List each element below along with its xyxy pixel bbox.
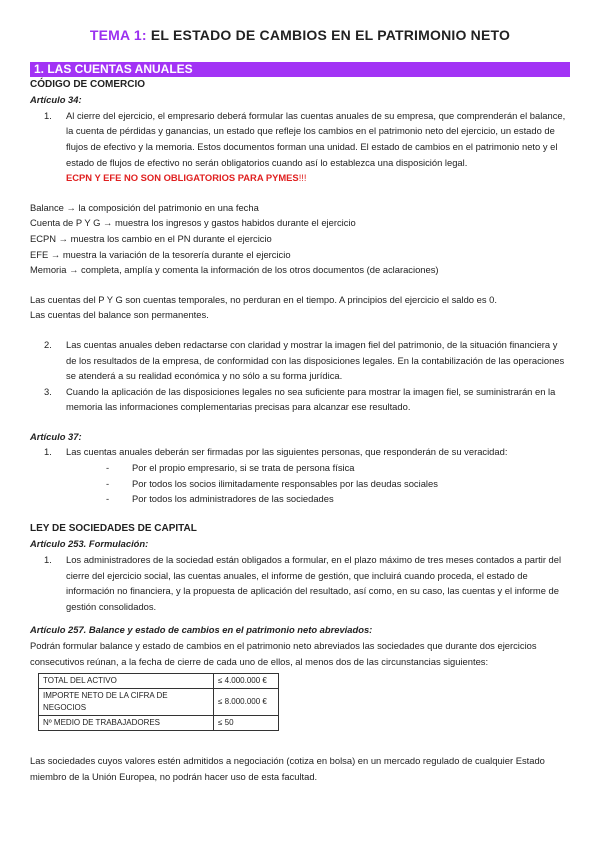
table-row [39, 689, 279, 716]
list-text: Los administradores de la sociedad están obligados a formular, en el plazo máximo de tres meses contados a partir del cierre del ejercicio social, las cuentas anuales, el informe de gestión, que incluirá cuando proceda, el estado de información no financiera, y la propuesta de aplicación del resultado, así como, en su caso, las cuentas y el informe de gestión consolidados. [66, 554, 562, 612]
doc-line: Memoria → completa, amplía y comenta la información de los otros documentos (de aclaraciones) [30, 264, 439, 276]
tema-title: EL ESTADO DE CAMBIOS EN EL PATRIMONIO NETO [150, 27, 511, 43]
lsc-heading: LEY DE SOCIEDADES DE CAPITAL [30, 522, 197, 534]
dash-text: Por todos los administradores de las sociedades [132, 493, 334, 505]
table-row [39, 674, 279, 689]
list-text: Al cierre del ejercicio, el empresario deberá formular las cuentas anuales de su empresa, que comprenderán el balance, la cuenta de pérdidas y ganancias, un estado que refleje los cambios en el patrimonio neto del ejercicio, un estado de flujos de efectivo y la memoria. Estos documentos forman una unidad. El estado de cambios en el patrimonio neto y el estado de flujos de efectivo no serán obligatorios cuando así lo establezca una disposición legal. [66, 109, 566, 168]
list-number: 3. [44, 385, 52, 397]
dash-item: - Por el propio empresario, si se trata de persona física [30, 460, 570, 476]
list-number: 2. [44, 338, 52, 350]
pymes-warning [66, 170, 570, 186]
table-cell-value: ≤ 4.000.000 € [214, 674, 279, 689]
list-number: 1. [44, 109, 52, 121]
art34-heading: Artículo 34: [30, 94, 82, 106]
table-row [39, 716, 279, 731]
art37-item-1 [30, 444, 570, 460]
temporal-line: Las cuentas del P Y G son cuentas temporales, no perduran en el tiempo. A principios del ejercicio el saldo es 0. [30, 293, 497, 305]
art257-heading: Artículo 257. Balance y estado de cambios en el patrimonio neto abreviados: [30, 624, 373, 636]
criteria-table [38, 673, 279, 731]
art253-item-1 [30, 552, 570, 614]
closing-paragraph: Las sociedades cuyos valores estén admitidos a negociación (cotiza en bolsa) en un mercado regulado de cualquier Estado miembro de la Unión Europea, no podrán hacer uso de esta facultad. [30, 755, 545, 782]
art34-item-2 [30, 337, 570, 384]
table-cell-label: IMPORTE NETO DE LA CIFRA DE NEGOCIOS [39, 689, 214, 716]
warning-text: ECPN Y EFE NO SON OBLIGATORIOS PARA PYMES [66, 172, 299, 184]
section-heading: 1. LAS CUENTAS ANUALES [30, 62, 570, 77]
art257-text: Podrán formular balance y estado de cambios en el patrimonio neto abreviados las sociedades que durante dos ejercicios consecutivos reúnan, a la fecha de cierre de cada uno de ellos, al menos dos de las circunstancias siguientes: [30, 640, 537, 667]
list-number: 1. [44, 554, 52, 566]
art253-heading: Artículo 253. Formulación: [30, 538, 149, 550]
table-cell-label: TOTAL DEL ACTIVO [39, 674, 214, 689]
page-title [30, 0, 570, 44]
codigo-heading: CÓDIGO DE COMERCIO [30, 78, 146, 90]
art34-item-3 [30, 384, 570, 415]
table-cell-label: Nº MEDIO DE TRABAJADORES [39, 716, 214, 731]
list-text: Cuando la aplicación de las disposiciones legales no sea suficiente para mostrar la imagen fiel, se suministrarán en la memoria las informaciones complementarias precisas para alcanzar ese resultado. [66, 385, 556, 413]
doc-line: Cuenta de P Y G → muestra los ingresos y gastos habidos durante el ejercicio [30, 217, 356, 229]
doc-line: EFE → muestra la variación de la tesorería durante el ejercicio [30, 248, 291, 260]
list-number: 1. [44, 446, 52, 458]
temporal-line: Las cuentas del balance son permanentes. [30, 309, 209, 321]
list-text: Las cuentas anuales deberán ser firmadas por las siguientes personas, que responderán de su veracidad: [66, 446, 508, 458]
doc-line: Balance → la composición del patrimonio en una fecha [30, 201, 259, 213]
art37-heading: Artículo 37: [30, 430, 82, 442]
list-text: Las cuentas anuales deben redactarse con claridad y mostrar la imagen fiel del patrimonio, de la situación financiera y de los resultados de la empresa, de conformidad con las disposiciones legales. En la contabilización de las operaciones se atenderá a su realidad económica y no sólo a su forma jurídica. [66, 338, 565, 382]
warning-exclamation: !!! [298, 172, 307, 184]
table-cell-value: ≤ 8.000.000 € [214, 689, 279, 716]
table-cell-value: ≤ 50 [214, 716, 279, 731]
dash-text: Por el propio empresario, si se trata de persona física [132, 462, 355, 474]
dash-item: - Por todos los administradores de las sociedades [30, 491, 570, 507]
dash-text: Por todos los socios ilimitadamente responsables por las deudas sociales [132, 477, 438, 489]
doc-line: ECPN → muestra los cambio en el PN durante el ejercicio [30, 232, 272, 244]
art34-item-1 [30, 108, 570, 170]
dash-item: - Por todos los socios ilimitadamente responsables por las deudas sociales [30, 476, 570, 492]
tema-label: TEMA 1: [89, 27, 147, 43]
